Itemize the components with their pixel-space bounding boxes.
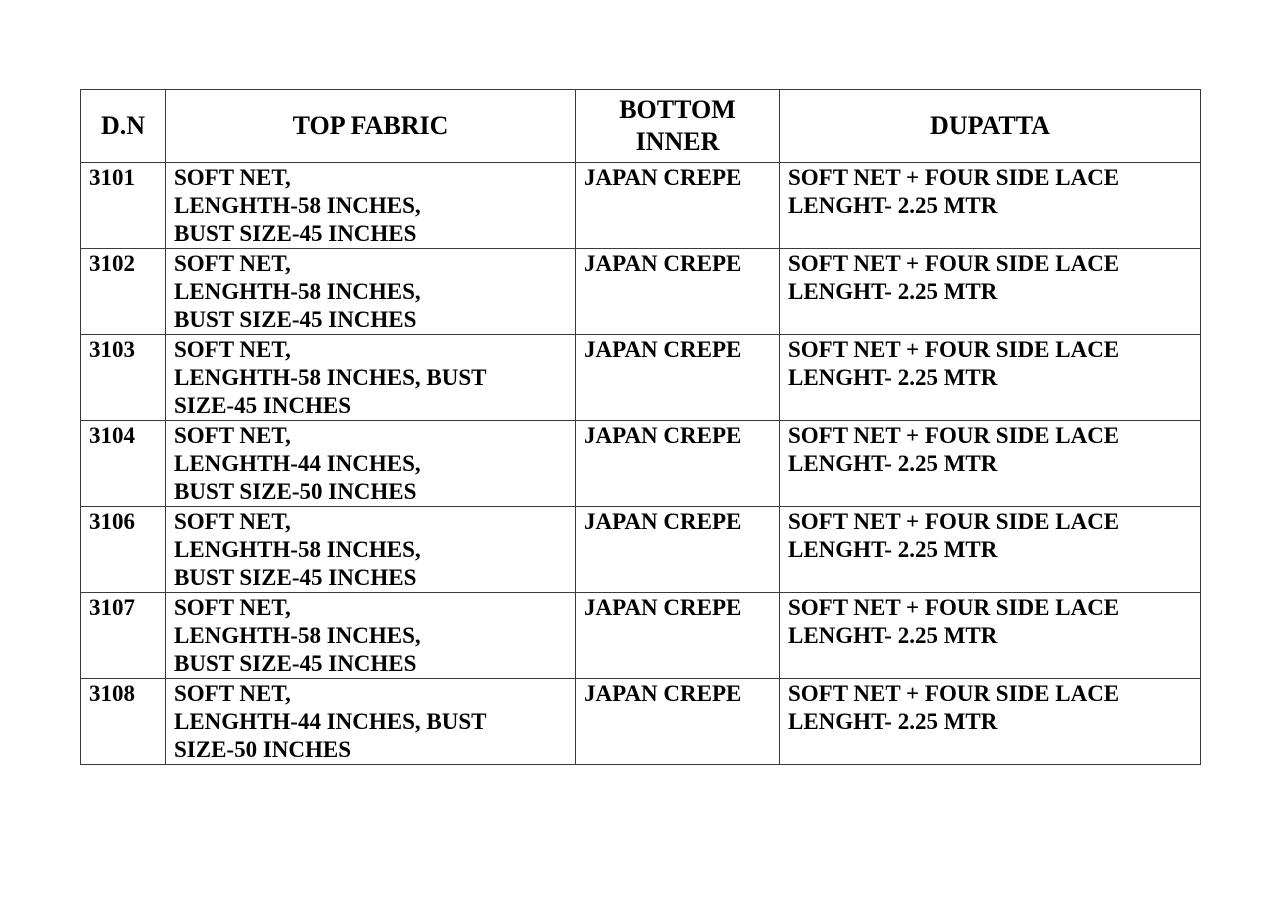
dupatta-line: LENGHT- 2.25 MTR [788,709,998,734]
cell-dupatta [780,421,1201,507]
table-row [81,335,1201,421]
top-fabric-line: SIZE-45 INCHES [174,393,352,418]
cell-top-fabric [166,163,576,249]
fabric-spec-table [80,89,1201,765]
table-row [81,507,1201,593]
cell-bottom-inner: JAPAN CREPE [576,679,780,765]
cell-dupatta [780,335,1201,421]
top-fabric-line: LENGHTH-58 INCHES, [174,537,421,562]
top-fabric-line: SOFT NET, [174,165,291,190]
dupatta-line: SOFT NET + FOUR SIDE LACE [788,251,1120,276]
dupatta-line: LENGHT- 2.25 MTR [788,451,998,476]
cell-dupatta [780,507,1201,593]
cell-top-fabric [166,507,576,593]
cell-dupatta [780,163,1201,249]
dupatta-line: SOFT NET + FOUR SIDE LACE [788,423,1120,448]
table-row [81,593,1201,679]
cell-dn: 3104 [81,421,166,507]
table-row [81,679,1201,765]
cell-top-fabric [166,421,576,507]
top-fabric-line: LENGHTH-58 INCHES, [174,623,421,648]
header-bottom-inner [576,90,780,163]
top-fabric-line: LENGHTH-58 INCHES, [174,279,421,304]
cell-top-fabric [166,593,576,679]
top-fabric-line: BUST SIZE-45 INCHES [174,307,417,332]
top-fabric-line: LENGHTH-44 INCHES, BUST [174,709,487,734]
top-fabric-line: SOFT NET, [174,509,291,534]
top-fabric-line: SOFT NET, [174,681,291,706]
header-top-fabric: TOP FABRIC [166,90,576,163]
cell-dupatta [780,249,1201,335]
top-fabric-line: BUST SIZE-45 INCHES [174,221,417,246]
header-dupatta: DUPATTA [780,90,1201,163]
table-body [81,163,1201,765]
dupatta-line: LENGHT- 2.25 MTR [788,537,998,562]
table-row [81,421,1201,507]
table-row [81,163,1201,249]
cell-dn: 3106 [81,507,166,593]
cell-bottom-inner: JAPAN CREPE [576,421,780,507]
top-fabric-line: LENGHTH-58 INCHES, [174,193,421,218]
dupatta-line: LENGHT- 2.25 MTR [788,365,998,390]
cell-top-fabric [166,249,576,335]
top-fabric-line: SOFT NET, [174,423,291,448]
dupatta-line: SOFT NET + FOUR SIDE LACE [788,337,1120,362]
table-header-row [81,90,1201,163]
dupatta-line: SOFT NET + FOUR SIDE LACE [788,595,1120,620]
top-fabric-line: SIZE-50 INCHES [174,737,352,762]
cell-bottom-inner: JAPAN CREPE [576,593,780,679]
cell-bottom-inner: JAPAN CREPE [576,163,780,249]
header-bottom-inner-line: BOTTOM [619,95,736,124]
cell-dn: 3102 [81,249,166,335]
cell-dn: 3107 [81,593,166,679]
top-fabric-line: SOFT NET, [174,595,291,620]
top-fabric-line: BUST SIZE-45 INCHES [174,565,417,590]
dupatta-line: SOFT NET + FOUR SIDE LACE [788,165,1120,190]
dupatta-line: SOFT NET + FOUR SIDE LACE [788,681,1120,706]
dupatta-line: LENGHT- 2.25 MTR [788,279,998,304]
cell-top-fabric [166,679,576,765]
cell-dupatta [780,593,1201,679]
top-fabric-line: SOFT NET, [174,337,291,362]
cell-dn: 3108 [81,679,166,765]
cell-bottom-inner: JAPAN CREPE [576,249,780,335]
top-fabric-line: LENGHTH-44 INCHES, [174,451,421,476]
cell-dn: 3103 [81,335,166,421]
top-fabric-line: SOFT NET, [174,251,291,276]
dupatta-line: LENGHT- 2.25 MTR [788,623,998,648]
cell-bottom-inner: JAPAN CREPE [576,335,780,421]
cell-bottom-inner: JAPAN CREPE [576,507,780,593]
header-bottom-inner-line: INNER [635,127,720,156]
cell-dupatta [780,679,1201,765]
cell-top-fabric [166,335,576,421]
dupatta-line: SOFT NET + FOUR SIDE LACE [788,509,1120,534]
top-fabric-line: BUST SIZE-45 INCHES [174,651,417,676]
header-dn: D.N [81,90,166,163]
top-fabric-line: BUST SIZE-50 INCHES [174,479,417,504]
dupatta-line: LENGHT- 2.25 MTR [788,193,998,218]
cell-dn: 3101 [81,163,166,249]
table-row [81,249,1201,335]
top-fabric-line: LENGHTH-58 INCHES, BUST [174,365,487,390]
